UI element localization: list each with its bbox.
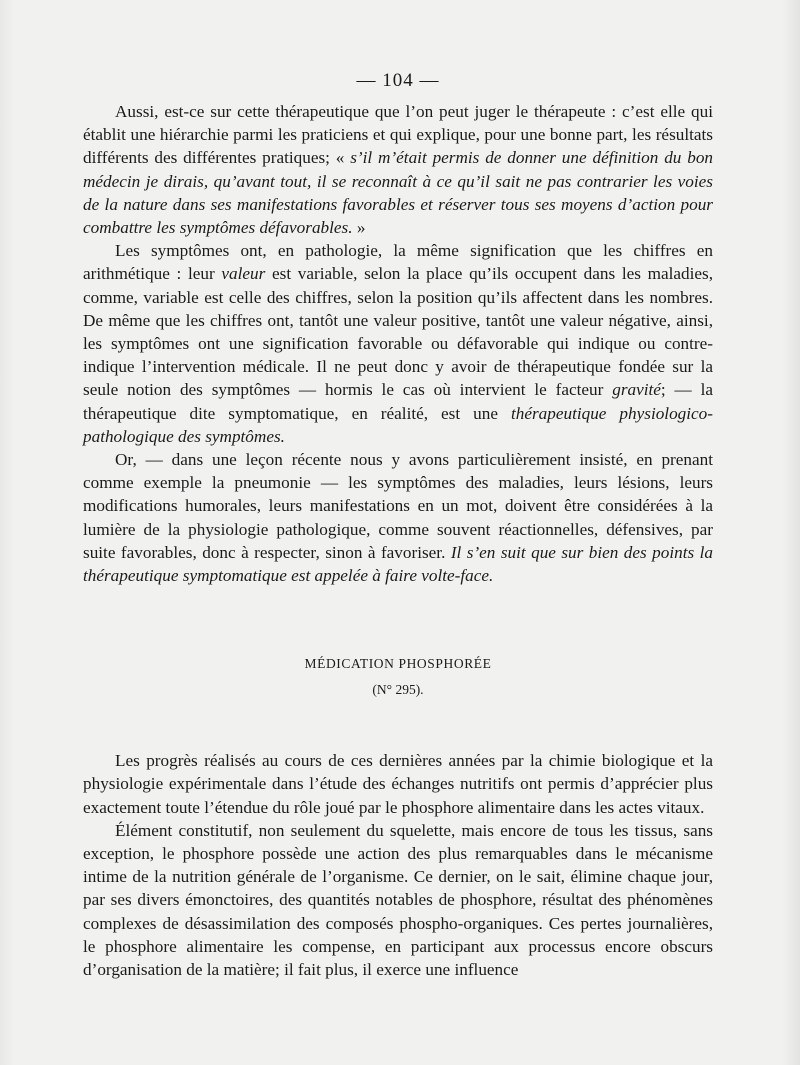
text-run: Élément constitutif, non seulement du squelette, mais encore de tous les tissus, sans exception, le phosphore possède une action des plus remarquables dans le mécanisme intime de la nutrition générale de l’organisme. Ce dernier, on le sait, élimine chaque jour, par ses divers émonctoires, des quantités notables de phosphore, résultat des phénomènes complexes de désassimilation des composés phospho-organiques. Ces pertes journalières, le phosphore alimentaire les compense, en participant aux processus encore obscurs d’organisation de la matière; il fait plus, il exerce une influence <box>83 820 713 980</box>
text-run: Les progrès réalisés au cours de ces dernières années par la chimie biologique et la physiologie expérimentale dans l’étude des échanges nutritifs ont permis d’apprécier plus exactement toute l’étendue du rôle joué par le phosphore alimentaire dans les actes vitaux. <box>83 751 713 817</box>
text-run: est variable, selon la place qu’ils occupent dans les maladies, comme, variable est celle des chiffres, selon la position qu’ils affectent dans les nombres. De même que les chiffres ont, tantôt une valeur positive, tantôt une valeur négative, ainsi, les symptômes ont une signification favorable ou défavorable qui indique ou contre-indique l’intervention médicale. Il ne peut donc y avoir de thérapeutique fondée sur la seule notion des symptômes — hormis le cas où intervient le facteur <box>83 264 713 400</box>
text-run: Aussi, est-ce sur cette thérapeutique que l’on peut juger le thérapeute : c’est elle qui établit une hiérarchie parmi les praticiens et qui explique, pour une bonne part, les résultats différents des différentes pratiques; « <box>83 102 713 168</box>
italic-run: valeur <box>221 264 266 284</box>
text-run: » <box>352 218 366 238</box>
page-text-block <box>83 70 713 981</box>
text-run: Les symptômes ont, en pathologie, la même signification que les chiffres en arithmétique : leur <box>83 241 713 284</box>
paragraph <box>83 448 713 587</box>
section-reference: (N° 295). <box>372 682 424 698</box>
paragraph <box>83 749 713 819</box>
italic-run: thérapeutique physiologico-pathologique des symptômes. <box>83 403 713 446</box>
italic-run: s’il m’était permis de donner une définition du bon médecin je dirais, qu’avant tout, il se reconnaît à ce qu’il sait ne pas contrarier les voies de la nature dans ses manifestations favorables et réserver tous ses moyens d’action pour combattre les symptômes défavorables. <box>83 148 714 238</box>
section-title: MÉDICATION PHOSPHORÉE <box>304 656 492 672</box>
paragraph <box>83 239 713 448</box>
italic-run: Il s’en suit que sur bien des points la thérapeutique symptomatique est appelée à faire volte-face. <box>83 542 713 586</box>
page-number: — 104 — <box>356 70 440 91</box>
text-run: ; — la thérapeutique dite symptomatique, en réalité, est une <box>83 380 713 423</box>
paragraph <box>83 100 713 239</box>
paragraph <box>83 819 713 981</box>
italic-run: gravité <box>612 380 661 400</box>
text-run: Or, — dans une leçon récente nous y avons particulièrement insisté, en prenant comme exemple la pneumonie — les symptômes des maladies, leurs lésions, leurs modifications humorales, leurs manifestations en un mot, doivent être considérées à la lumière de la physiologie pathologique, comme souvent réactionnelles, défensives, par suite favorables, donc à respecter, sinon à favoriser. <box>83 450 713 562</box>
